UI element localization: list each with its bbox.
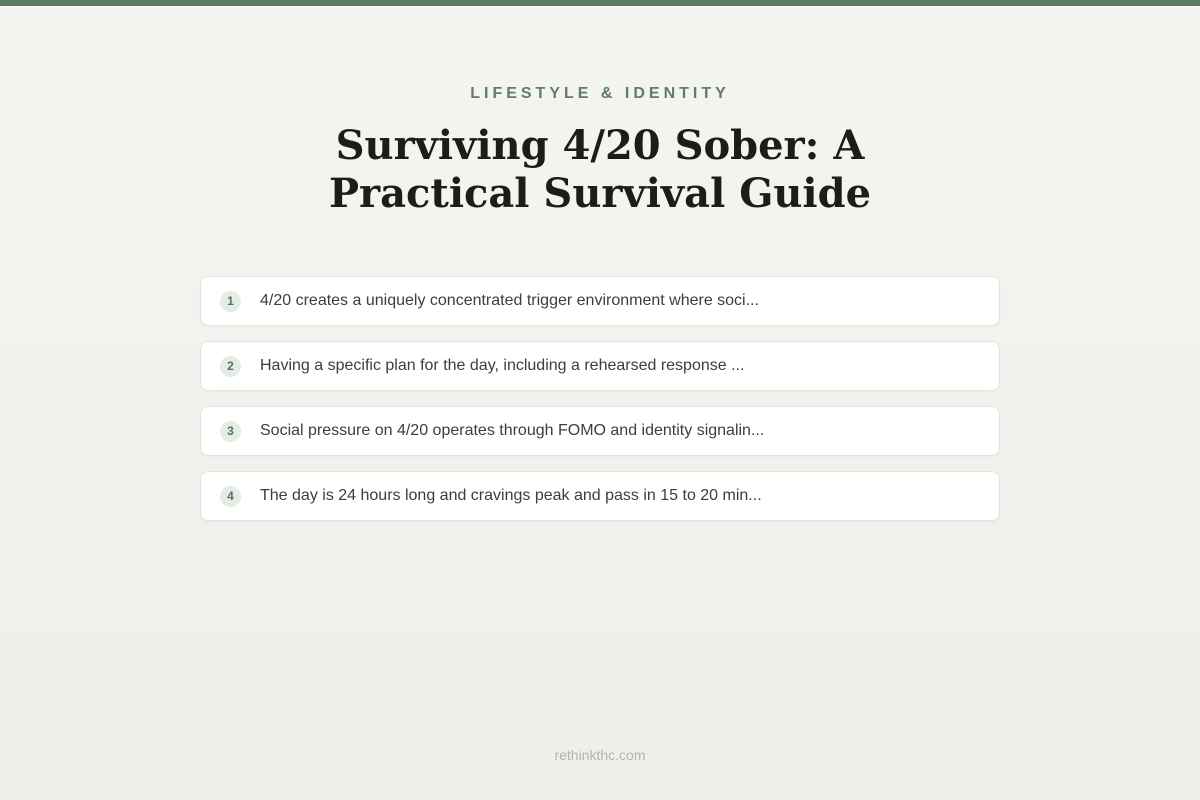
footer-site-name: rethinkthc.com [554, 747, 646, 763]
key-point-item[interactable] [200, 471, 1000, 521]
category-label: LIFESTYLE & IDENTITY [470, 85, 730, 102]
point-number-badge: 4 [220, 486, 241, 507]
key-points-list [200, 276, 1000, 536]
page-title: Surviving 4/20 Sober: A Practical Survival Guide [328, 122, 872, 217]
point-text: Having a specific plan for the day, including a rehearsed response ... [260, 357, 745, 374]
point-text: 4/20 creates a uniquely concentrated trigger environment where soci... [260, 292, 759, 309]
point-text: Social pressure on 4/20 operates through FOMO and identity signalin... [260, 422, 765, 439]
point-number-badge: 1 [220, 291, 241, 312]
key-point-item[interactable] [200, 406, 1000, 456]
point-text: The day is 24 hours long and cravings peak and pass in 15 to 20 min... [260, 487, 762, 504]
top-accent-bar [0, 0, 1200, 6]
point-number-badge: 2 [220, 356, 241, 377]
key-point-item[interactable] [200, 341, 1000, 391]
key-point-item[interactable] [200, 276, 1000, 326]
point-number-badge: 3 [220, 421, 241, 442]
